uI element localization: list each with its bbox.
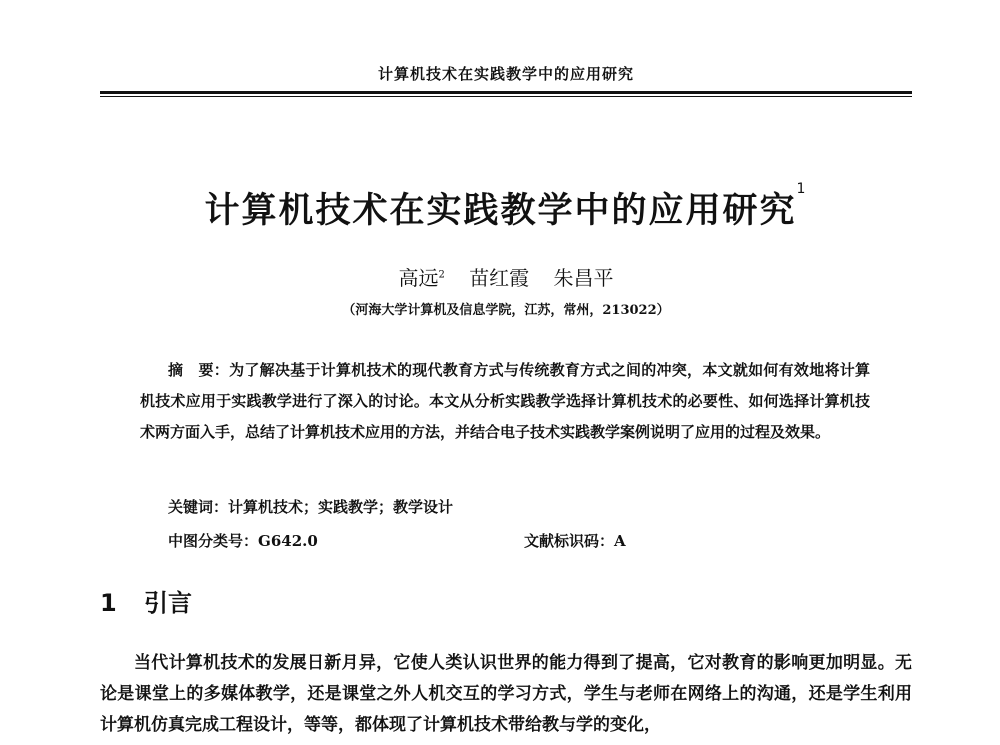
paper-title-text: 计算机技术在实践教学中的应用研究 bbox=[204, 191, 797, 231]
header-rule-thin bbox=[100, 96, 912, 97]
keywords-label: 关键词： bbox=[168, 498, 229, 516]
header-rule-thick bbox=[100, 91, 912, 94]
keywords-text: 计算机技术；实践教学；教学设计 bbox=[228, 498, 454, 516]
section-heading bbox=[100, 583, 192, 618]
paper-title bbox=[100, 183, 912, 233]
running-head: 计算机技术在实践教学中的应用研究 bbox=[377, 65, 634, 83]
section-number: 1 bbox=[100, 589, 117, 617]
clc-label: 中图分类号： bbox=[168, 532, 259, 550]
section-title: 引言 bbox=[144, 589, 192, 617]
clc-number bbox=[168, 530, 318, 551]
author-name: 朱昌平 bbox=[553, 266, 614, 290]
author-name: 苗红霞 bbox=[469, 266, 530, 290]
abstract bbox=[140, 355, 870, 448]
abstract-text: 为了解决基于计算机技术的现代教育方式与传统教育方式之间的冲突，本文就如何有效地将计算机技术应用于实践教学进行了深入的讨论。本文从分析实践教学选择计算机技术的必要性、如何选择计算机技术两方面入手，总结了计算机技术应用的方法，并结合电子技术实践教学案例说明了应用的过程及效果。 bbox=[140, 361, 870, 441]
doc-code-value: A bbox=[614, 532, 626, 550]
clc-value: G642.0 bbox=[258, 532, 318, 550]
doc-code-label: 文献标识码： bbox=[524, 532, 615, 550]
affiliation: （河海大学计算机及信息学院，江苏，常州，213022） bbox=[342, 303, 670, 318]
title-footnote-mark: 1 bbox=[796, 181, 808, 197]
keywords bbox=[168, 496, 453, 517]
body-paragraph: 当代计算机技术的发展日新月异，它使人类认识世界的能力得到了提高，它对教育的影响更加明显。无论是课堂上的多媒体教学，还是课堂之外人机交互的学习方式，学生与老师在网络上的沟通，还是学生利用计算机仿真完成工程设计，等等，都体现了计算机技术带给教与学的变化， bbox=[100, 653, 912, 735]
abstract-label: 摘 要： bbox=[168, 361, 230, 379]
document-code bbox=[524, 530, 626, 551]
author-name: 高远$^2$ bbox=[398, 266, 445, 290]
author-list bbox=[100, 262, 912, 291]
